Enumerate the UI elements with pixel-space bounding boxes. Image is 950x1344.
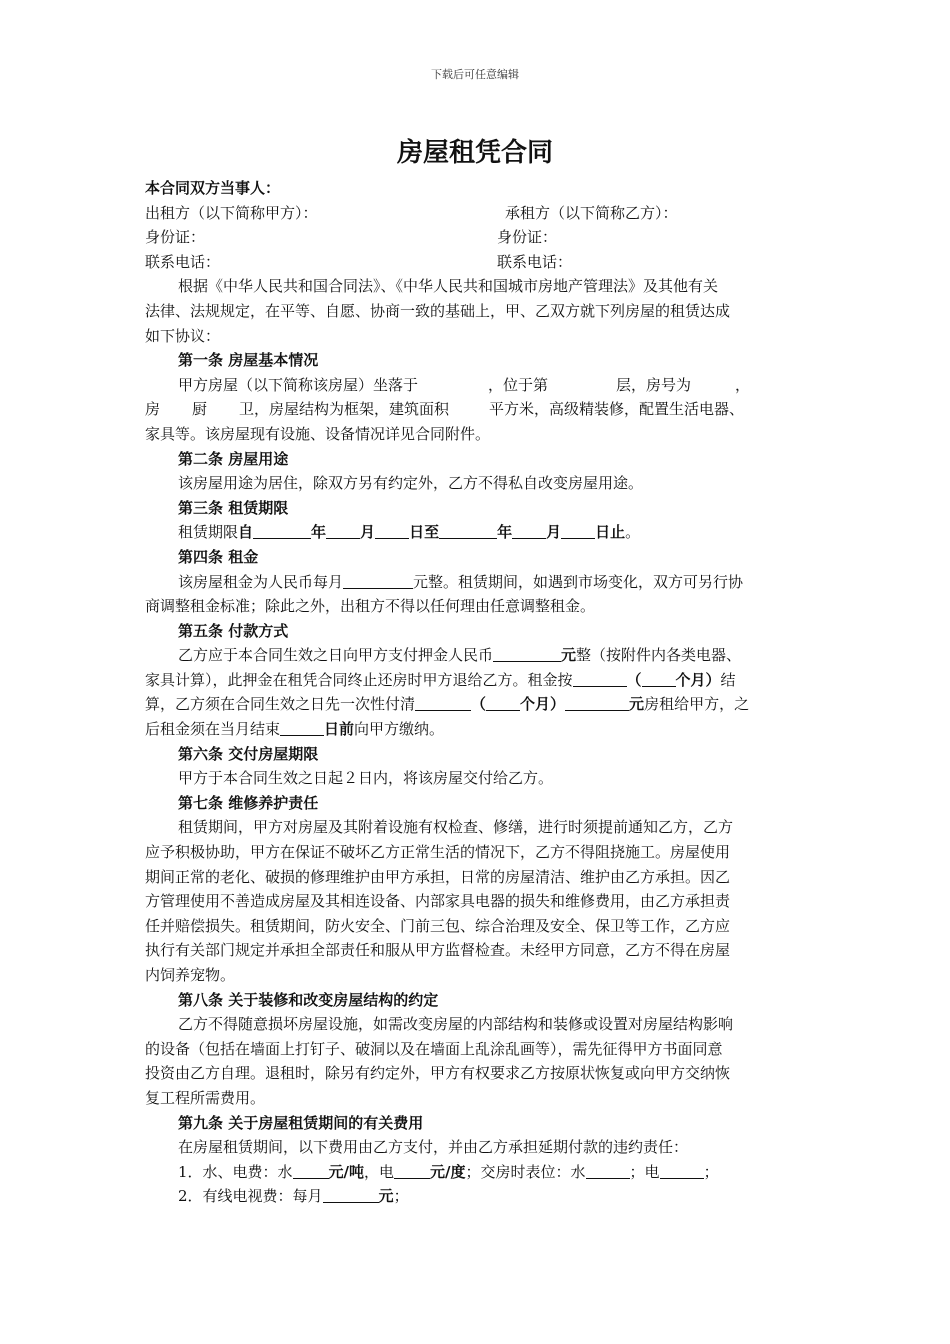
text-segment: ；交房时表位：水 — [465, 1162, 586, 1181]
intro-line-2: 法律、法规规定，在平等、自愿、协商一致的基础上，甲、乙双方就下列房屋的租赁达成 — [145, 301, 731, 320]
article-5-line-3 — [145, 692, 809, 717]
blank-field[interactable] — [660, 1162, 704, 1179]
blank-field[interactable] — [493, 645, 561, 662]
text-segment: 元 — [629, 695, 645, 714]
text-segment: ； — [393, 1187, 409, 1206]
blank-field[interactable] — [573, 670, 627, 687]
article-5-line-1 — [145, 643, 809, 668]
text-segment: 平方米，高级精装修，配置生活电器、 — [489, 400, 745, 419]
blank-field[interactable] — [586, 1162, 630, 1179]
lessee-phone-label: 联系电话： — [497, 252, 573, 271]
text-segment: 年 — [311, 523, 327, 542]
article-8-title: 第八条 关于装修和改变房屋结构的约定 — [178, 990, 439, 1009]
article-8-line-3: 投资由乙方自理。退租时，除另有约定外，甲方有权要求乙方按原状恢复或向甲方交纳恢 — [145, 1064, 731, 1083]
intro-line-1: 根据《中华人民共和国合同法》、《中华人民共和国城市房地产管理法》及其他有关 — [178, 277, 719, 296]
text-segment: 1．水、电费：水 — [178, 1162, 293, 1181]
text-segment: ，电 — [364, 1162, 395, 1181]
blank-field[interactable] — [561, 522, 595, 539]
text-segment: ， — [735, 375, 751, 394]
article-7-line-1: 租赁期间，甲方对房屋及其附着设施有权检查、修缮，进行时须提前通知乙方，乙方 — [178, 818, 734, 837]
text-segment: 甲方房屋（以下简称该房屋）坐落于 — [178, 375, 419, 394]
article-7-line-6: 执行有关部门规定并承担全部责任和服从甲方监督检查。未经甲方同意，乙方不得在房屋 — [145, 941, 731, 960]
text-segment: 。 — [625, 523, 641, 542]
text-segment: 日前 — [324, 720, 355, 739]
text-segment: 个月） — [520, 695, 566, 714]
lessor-phone-label: 联系电话： — [145, 252, 221, 271]
text-segment: 元 — [561, 646, 577, 665]
article-5-title: 第五条 付款方式 — [178, 621, 289, 640]
article-5-line-4 — [145, 717, 809, 742]
text-segment: 卫，房屋结构为框架，建筑面积 — [239, 400, 450, 419]
document-title: 房屋租凭合同 — [396, 138, 553, 168]
text-segment: 层，房号为 — [616, 375, 692, 394]
text-segment: （ — [626, 670, 642, 689]
text-segment: 元 — [378, 1187, 394, 1206]
article-9-title: 第九条 关于房屋租赁期间的有关费用 — [178, 1113, 424, 1132]
article-2-title: 第二条 房屋用途 — [178, 449, 289, 468]
article-7-line-7: 内饲养宠物。 — [145, 966, 236, 984]
article-4-line-2: 商调整租金标准；除此之外，出租方不得以任何理由任意调整租金。 — [145, 597, 596, 616]
article-2-line-1: 该房屋用途为居住，除双方另有约定外，乙方不得私自改变房屋用途。 — [178, 474, 644, 493]
intro-line-3: 如下协议： — [145, 326, 221, 345]
text-segment: 月 — [546, 523, 562, 542]
blank-field[interactable] — [375, 522, 409, 539]
text-segment: ；电 — [629, 1162, 660, 1181]
article-4-title: 第四条 租金 — [178, 547, 259, 566]
article-7-title: 第七条 维修养护责任 — [178, 793, 319, 812]
blank-field[interactable] — [280, 719, 324, 736]
article-1-line-2 — [145, 397, 809, 422]
article-7-line-3: 期间正常的老化、破损的修理维护由甲方承担，日常的房屋清洁、维护由乙方承担。因乙 — [145, 867, 731, 886]
text-segment: 日止 — [595, 523, 626, 542]
text-segment: ； — [703, 1162, 719, 1181]
article-8-line-2: 的设备（包括在墙面上打钉子、破洞以及在墙面上乱涂乱画等），需先征得甲方书面同意 — [145, 1039, 723, 1058]
blank-field[interactable] — [293, 1162, 329, 1179]
article-8-line-4: 复工程所需费用。 — [145, 1088, 266, 1107]
text-segment: 元/吨 — [328, 1162, 365, 1181]
article-7-line-5: 任并赔偿损失。租赁期间，防火安全、门前三包、综合治理及安全、保卫等工作，乙方应 — [145, 916, 731, 935]
text-segment: 月 — [360, 523, 376, 542]
lessee-label: 承租方（以下简称乙方）： — [505, 203, 678, 222]
blank-field[interactable] — [253, 522, 311, 539]
blank-field[interactable] — [326, 522, 360, 539]
article-9-line-1: 在房屋租赁期间，以下费用由乙方支付，并由乙方承担延期付款的违约责任： — [178, 1138, 689, 1157]
lessor-id-label: 身份证： — [145, 228, 206, 247]
parties-row-phone — [145, 250, 809, 275]
contract-body — [145, 176, 809, 1209]
article-3-line-1 — [145, 520, 809, 545]
blank-field[interactable] — [394, 1162, 430, 1179]
text-segment: （ — [471, 695, 487, 714]
blank-field[interactable] — [415, 694, 471, 711]
parties-row-id — [145, 225, 809, 250]
blank-field[interactable] — [486, 694, 520, 711]
article-5-line-2 — [145, 668, 809, 693]
text-segment: 元/度 — [430, 1162, 466, 1181]
lessee-id-label: 身份证： — [497, 228, 558, 247]
text-segment: 算，乙方须在合同生效之日先一次性付清 — [145, 695, 416, 714]
article-1-line-3: 家具等。该房屋现有设施、设备情况详见合同附件。 — [145, 424, 491, 443]
text-segment: ，位于第 — [488, 375, 549, 394]
article-4-line-1 — [145, 570, 809, 595]
page-header-note: 下载后可任意编辑 — [431, 68, 519, 81]
article-6-line-1: 甲方于本合同生效之日起２日内，将该房屋交付给乙方。 — [178, 769, 554, 788]
blank-field[interactable] — [439, 522, 497, 539]
text-segment: 结 — [720, 670, 736, 689]
text-segment: 租赁期限 — [178, 523, 239, 542]
text-segment: 年 — [497, 523, 513, 542]
article-9-item-1 — [145, 1160, 809, 1185]
text-segment: 家具计算），此押金在租凭合同终止还房时甲方退给乙方。租金按 — [145, 670, 573, 689]
blank-field[interactable] — [642, 670, 676, 687]
article-7-line-2: 应予积极协助，甲方在保证不破坏乙方正常生活的情况下，乙方不得阻挠施工。房屋使用 — [145, 843, 731, 862]
article-7-line-4: 方管理使用不善造成房屋及其相连设备、内部家具电器的损失和维修费用，由乙方承担责 — [145, 892, 731, 911]
blank-field[interactable] — [343, 572, 413, 589]
blank-field[interactable] — [323, 1186, 379, 1203]
text-segment: 向甲方缴纳。 — [354, 720, 445, 739]
blank-field[interactable] — [512, 522, 546, 539]
text-segment: 整（按附件内各类电器、 — [576, 646, 742, 665]
text-segment: 该房屋租金为人民币每月 — [178, 572, 344, 591]
text-segment: 房租给甲方，之 — [644, 695, 750, 714]
text-segment: 2．有线电视费：每月 — [178, 1187, 323, 1206]
article-1-title: 第一条 房屋基本情况 — [178, 351, 319, 370]
text-segment: 房 — [145, 400, 161, 419]
text-segment: 元整。租赁期间，如遇到市场变化，双方可另行协 — [413, 572, 744, 591]
text-segment: 个月） — [675, 670, 721, 689]
article-1-line-1 — [145, 373, 809, 398]
article-3-title: 第三条 租赁期限 — [178, 498, 289, 517]
text-segment: 厨 — [192, 400, 208, 419]
text-segment: 日至 — [409, 523, 440, 542]
text-segment: 后租金须在当月结束 — [145, 720, 281, 739]
lessor-label: 出租方（以下简称甲方）： — [145, 203, 318, 222]
text-segment: 自 — [238, 523, 254, 542]
parties-row-names — [145, 201, 809, 226]
blank-field[interactable] — [565, 694, 629, 711]
parties-heading: 本合同双方当事人： — [145, 179, 281, 197]
article-6-title: 第六条 交付房屋期限 — [178, 744, 319, 763]
article-8-line-1: 乙方不得随意损坏房屋设施，如需改变房屋的内部结构和装修或设置对房屋结构影响 — [178, 1015, 734, 1034]
text-segment: 乙方应于本合同生效之日向甲方支付押金人民币 — [178, 646, 494, 665]
article-9-item-2 — [145, 1184, 809, 1209]
